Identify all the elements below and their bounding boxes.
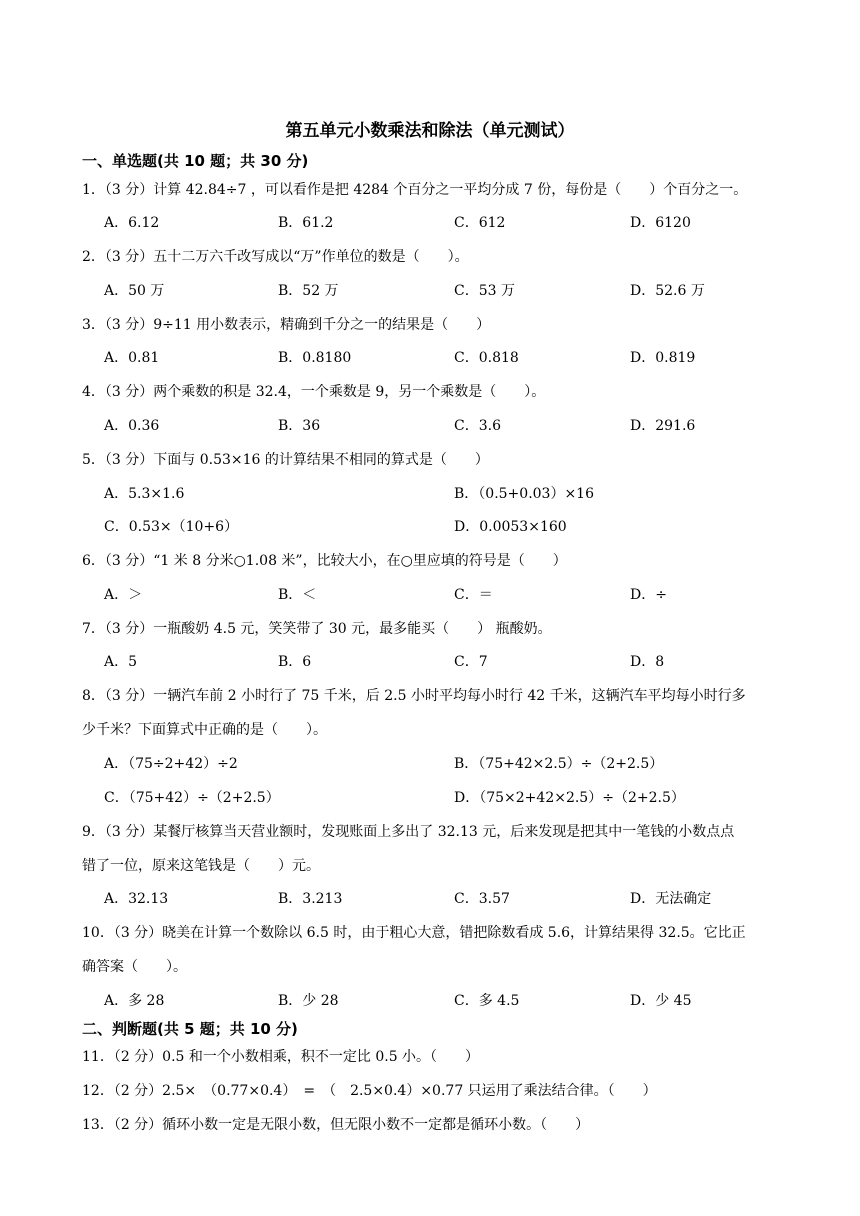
option-d: D．6120 — [630, 215, 691, 231]
options-q1 — [104, 213, 824, 233]
question-13: 13．（2 分）循环小数一定是无限小数，但无限小数不一定都是循环小数。（ ） — [82, 1117, 590, 1133]
question-2: 2．（3 分）五十二万六千改写成以“万”作单位的数是（ ）。 — [82, 249, 469, 265]
options-q5-row2 — [104, 517, 824, 537]
options-q6 — [104, 585, 824, 605]
page-title: 第五单元小数乘法和除法（单元测试） — [285, 121, 575, 141]
option-c: C．3.6 — [454, 418, 501, 434]
option-b: B．3.213 — [278, 891, 343, 907]
option-a: A．0.81 — [104, 350, 160, 366]
option-d: D．÷ — [630, 587, 667, 603]
option-a: A．5.3×1.6 — [104, 486, 185, 502]
question-8-line2: 少千米？下面算式中正确的是（ ）。 — [82, 722, 327, 738]
question-6: 6．（3 分）“1 米 8 分米○1.08 米”，比较大小，在○里应填的符号是（ ） — [82, 553, 567, 569]
option-d: D．0.0053×160 — [454, 519, 567, 535]
question-5: 5．（3 分）下面与 0.53×16 的计算结果不相同的算式是（ ） — [82, 452, 489, 468]
option-b: B．＜ — [278, 587, 317, 603]
option-a: A．多 28 — [104, 993, 165, 1009]
option-c: C．53 万 — [454, 283, 515, 299]
question-10-line1: 10．（3 分）晓美在计算一个数除以 6.5 时，由于粗心大意，错把除数看成 5.6，计算结果得 32.5。它比正 — [82, 925, 746, 941]
option-d: D．（75×2+42×2.5）÷（2+2.5） — [454, 790, 685, 806]
option-b: B．0.8180 — [278, 350, 352, 366]
option-d: D．8 — [630, 654, 665, 670]
option-c: C．＝ — [454, 587, 493, 603]
option-c: C．3.57 — [454, 891, 510, 907]
option-b: B．6 — [278, 654, 312, 670]
section-heading-true-false: 二、判断题(共 5 题；共 10 分) — [82, 1020, 298, 1038]
option-d: D．无法确定 — [630, 891, 712, 907]
option-c: C．612 — [454, 215, 506, 231]
option-a: A．＞ — [104, 587, 143, 603]
option-d: D．0.819 — [630, 350, 696, 366]
question-12: 12．（2 分）2.5× （0.77×0.4） = （ 2.5×0.4）×0.77 只运用了乘法结合律。（ ） — [82, 1083, 657, 1099]
question-11: 11．（2 分）0.5 和一个小数相乘，积不一定比 0.5 小。（ ） — [82, 1049, 480, 1065]
options-q9 — [104, 889, 824, 909]
option-c: C．7 — [454, 654, 488, 670]
option-a: A．50 万 — [104, 283, 165, 299]
question-9-line2: 错了一位，原来这笔钱是（ ）元。 — [82, 858, 320, 874]
option-a: A．0.36 — [104, 418, 160, 434]
option-c: C．0.53×（10+6） — [104, 519, 239, 535]
option-b: B．52 万 — [278, 283, 339, 299]
option-a: A．6.12 — [104, 215, 160, 231]
option-b: B．（75+42×2.5）÷（2+2.5） — [454, 756, 664, 772]
question-3: 3．（3 分）9÷11 用小数表示，精确到千分之一的结果是（ ） — [82, 317, 491, 333]
option-a: A．32.13 — [104, 891, 169, 907]
option-b: B．少 28 — [278, 993, 339, 1009]
option-d: D．52.6 万 — [630, 283, 705, 299]
options-q3 — [104, 348, 824, 368]
option-a: A．5 — [104, 654, 138, 670]
question-4: 4．（3 分）两个乘数的积是 32.4，一个乘数是 9，另一个乘数是（ ）。 — [82, 384, 546, 400]
option-a: A．（75÷2+42）÷2 — [104, 756, 238, 772]
option-b: B．61.2 — [278, 215, 334, 231]
options-q4 — [104, 416, 824, 436]
option-d: D．291.6 — [630, 418, 696, 434]
question-7: 7．（3 分）一瓶酸奶 4.5 元，笑笑带了 30 元，最多能买（ ） 瓶酸奶。 — [82, 621, 552, 637]
option-c: C．（75+42）÷（2+2.5） — [104, 790, 280, 806]
options-q8-row1 — [104, 754, 824, 774]
question-9-line1: 9．（3 分）某餐厅核算当天营业额时，发现账面上多出了 32.13 元，后来发现是把其中一笔钱的小数点点 — [82, 824, 735, 840]
options-q5-row1 — [104, 484, 824, 504]
options-q7 — [104, 652, 824, 672]
question-8-line1: 8．（3 分）一辆汽车前 2 小时行了 75 千米，后 2.5 小时平均每小时行 42 千米，这辆汽车平均每小时行多 — [82, 688, 746, 704]
option-c: C．0.818 — [454, 350, 519, 366]
option-b: B．36 — [278, 418, 321, 434]
option-c: C．多 4.5 — [454, 993, 520, 1009]
options-q8-row2 — [104, 788, 824, 808]
options-q10 — [104, 991, 824, 1011]
question-10-line2: 确答案（ ）。 — [82, 959, 187, 975]
option-d: D．少 45 — [630, 993, 692, 1009]
section-heading-single-choice: 一、单选题(共 10 题；共 30 分) — [82, 152, 309, 170]
question-1: 1．（3 分）计算 42.84÷7 ，可以看作是把 4284 个百分之一平均分成 7 份，每份是（ ）个百分之一。 — [82, 182, 748, 198]
option-b: B．（0.5+0.03）×16 — [454, 486, 594, 502]
options-q2 — [104, 281, 824, 301]
